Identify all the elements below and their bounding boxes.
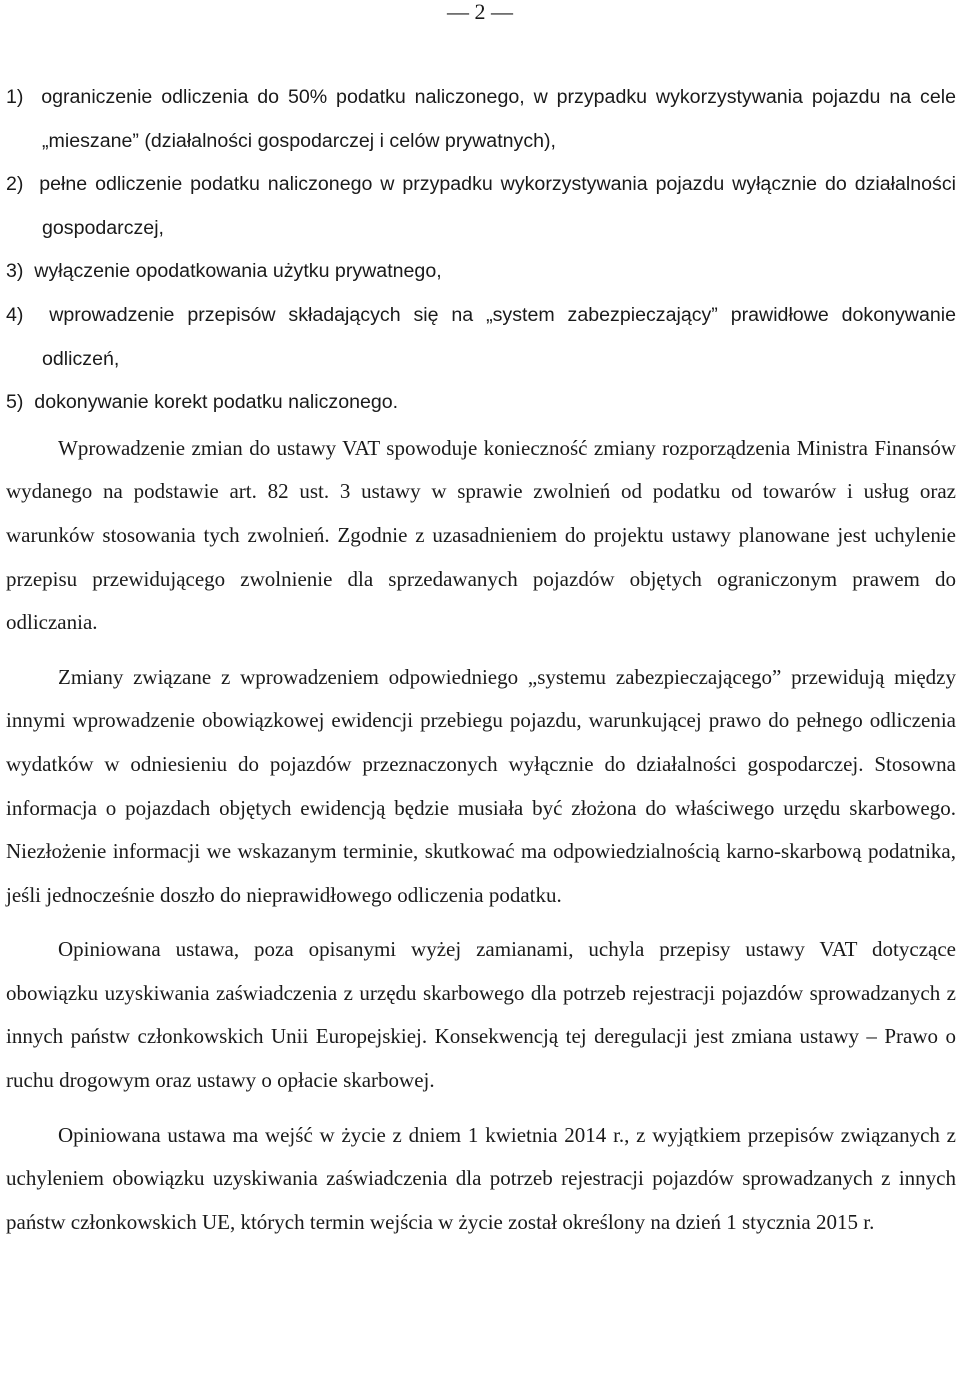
document-body xyxy=(6,76,956,1244)
list-item: 5) dokonywanie korekt podatku naliczonego. xyxy=(6,391,399,414)
page-number: — 2 — xyxy=(447,0,513,24)
list-item: 1) ograniczenie odliczenia do 50% podatku naliczonego, w przypadku wykorzystywania pojazdu na cele „mieszane” (działalności gospodarczej i celów prywatnych), xyxy=(6,86,956,152)
paragraph-deregulation: Opiniowana ustawa, poza opisanymi wyżej zamianami, uchyla przepisy ustawy VAT dotyczące obowiązku uzyskiwania zaświadczenia z urzędu skarbowego dla potrzeb rejestracji pojazdów sprowadzanych z innych państw członkowskich Unii Europejskiej. Konsekwencją tej deregulacji jest zmiana ustawy – Prawo o ruchu drogowym oraz ustawy o opłacie skarbowej. xyxy=(6,937,956,1093)
paragraph-regulation-change: Wprowadzenie zmian do ustawy VAT spowoduje konieczność zmiany rozporządzenia Ministra Finansów wydanego na podstawie art. 82 ust. 3 ustawy w sprawie zwolnień od podatku od towarów i usług oraz warunków stosowania tych zwolnień. Zgodnie z uzasadnieniem do projektu ustawy planowane jest uchylenie przepisu przewidującego zwolnienie dla sprzedawanych pojazdów objętych ograniczonym prawem do odliczania. xyxy=(6,435,956,635)
paragraph-effective-date: Opiniowana ustawa ma wejść w życie z dniem 1 kwietnia 2014 r., z wyjątkiem przepisów związanych z uchyleniem obowiązku uzyskiwania zaświadczenia dla potrzeb rejestracji pojazdów sprowadzanych z innych państw członkowskich UE, których termin wejścia w życie został określony na dzień 1 stycznia 2015 r. xyxy=(6,1122,956,1234)
list-item: 2) pełne odliczenie podatku naliczonego w przypadku wykorzystywania pojazdu wyłącznie do działalności gospodarczej, xyxy=(6,173,956,239)
list-item: 3) wyłączenie opodatkowania użytku prywatnego, xyxy=(6,260,442,283)
list-item: 4) wprowadzenie przepisów składających się na „system zabezpieczający” prawidłowe dokonywanie odliczeń, xyxy=(6,303,956,370)
numbered-list xyxy=(6,76,956,425)
paragraph-security-system: Zmiany związane z wprowadzeniem odpowiedniego „systemu zabezpieczającego” przewidują między innymi wprowadzenie obowiązkowej ewidencji przebiegu pojazdu, warunkującej prawo do pełnego odliczenia wydatków w odniesieniu do pojazdów przeznaczonych wyłącznie do działalności gospodarczej. Stosowna informacja o pojazdach objętych ewidencją będzie musiała być złożona do właściwego urzędu skarbowego. Niezłożenie informacji we wskazanym terminie, skutkować ma odpowiedzialnością karno-skarbową podatnika, jeśli jednocześnie doszło do nieprawidłowego odliczenia podatku. xyxy=(6,664,956,907)
